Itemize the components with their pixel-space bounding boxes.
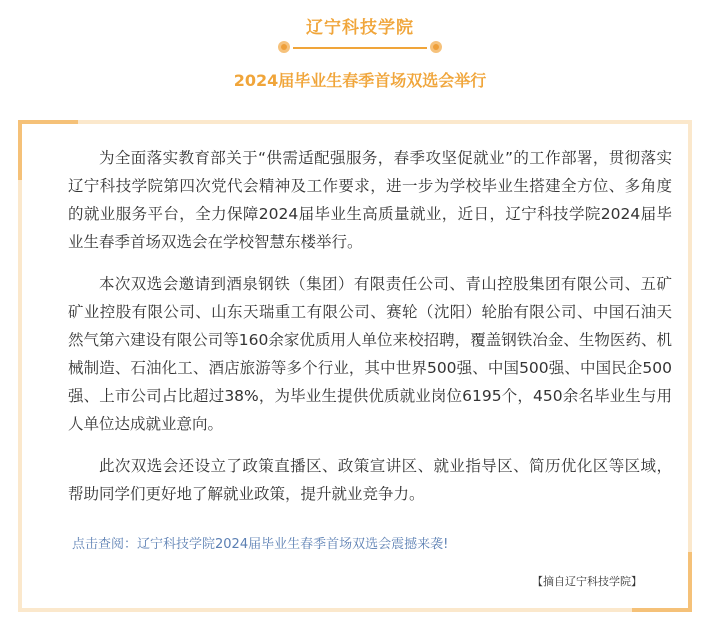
article-paragraph: 此次双选会还设立了政策直播区、政策宣讲区、就业指导区、简历优化区等区域，帮助同学们更好地了解就业政策，提升就业竞争力。 xyxy=(68,457,672,503)
frame-border-bottom xyxy=(18,608,692,612)
school-name-title: 辽宁科技学院 xyxy=(306,18,414,38)
frame-border-top xyxy=(18,120,692,124)
related-article-link[interactable]: 点击查阅：辽宁科技学院2024届毕业生春季首场双选会震撼来袭! xyxy=(72,537,449,552)
frame-corner-accent xyxy=(18,120,22,180)
article-body xyxy=(68,144,672,522)
frame-corner-accent xyxy=(688,552,692,612)
frame-corner-accent xyxy=(18,120,78,124)
article-paragraph: 为全面落实教育部关于“供需适配强服务，春季攻坚促就业”的工作部署，贯彻落实辽宁科技学院第四次党代会精神及工作要求，进一步为学校毕业生搭建全方位、多角度的就业服务平台，全力保障2024届毕业生高质量就业，近日，辽宁科技学院2024届毕业生春季首场双选会在学校智慧东楼举行。 xyxy=(68,149,672,251)
article-subtitle: 2024届毕业生春季首场双选会举行 xyxy=(233,71,487,90)
title-divider xyxy=(293,47,427,49)
source-attribution: 【摘自辽宁科技学院】 xyxy=(532,575,642,588)
article-header xyxy=(0,0,720,120)
frame-corner-accent xyxy=(632,608,692,612)
frame-border-right xyxy=(688,120,692,612)
article-content-box xyxy=(18,120,692,612)
frame-border-left xyxy=(18,120,22,612)
decorative-dot-right-icon xyxy=(430,41,442,53)
decorative-dot-left-icon xyxy=(278,41,290,53)
article-paragraph: 本次双选会邀请到酒泉钢铁（集团）有限责任公司、青山控股集团有限公司、五矿矿业控股有限公司、山东天瑞重工有限公司、赛轮（沈阳）轮胎有限公司、中国石油天然气第六建设有限公司等160余家优质用人单位来校招聘，覆盖钢铁冶金、生物医药、机械制造、石油化工、酒店旅游等多个行业，其中世界500强、中国500强、中国民企500强、上市公司占比超过38%，为毕业生提供优质就业岗位6195个，450余名毕业生与用人单位达成就业意向。 xyxy=(68,275,672,433)
